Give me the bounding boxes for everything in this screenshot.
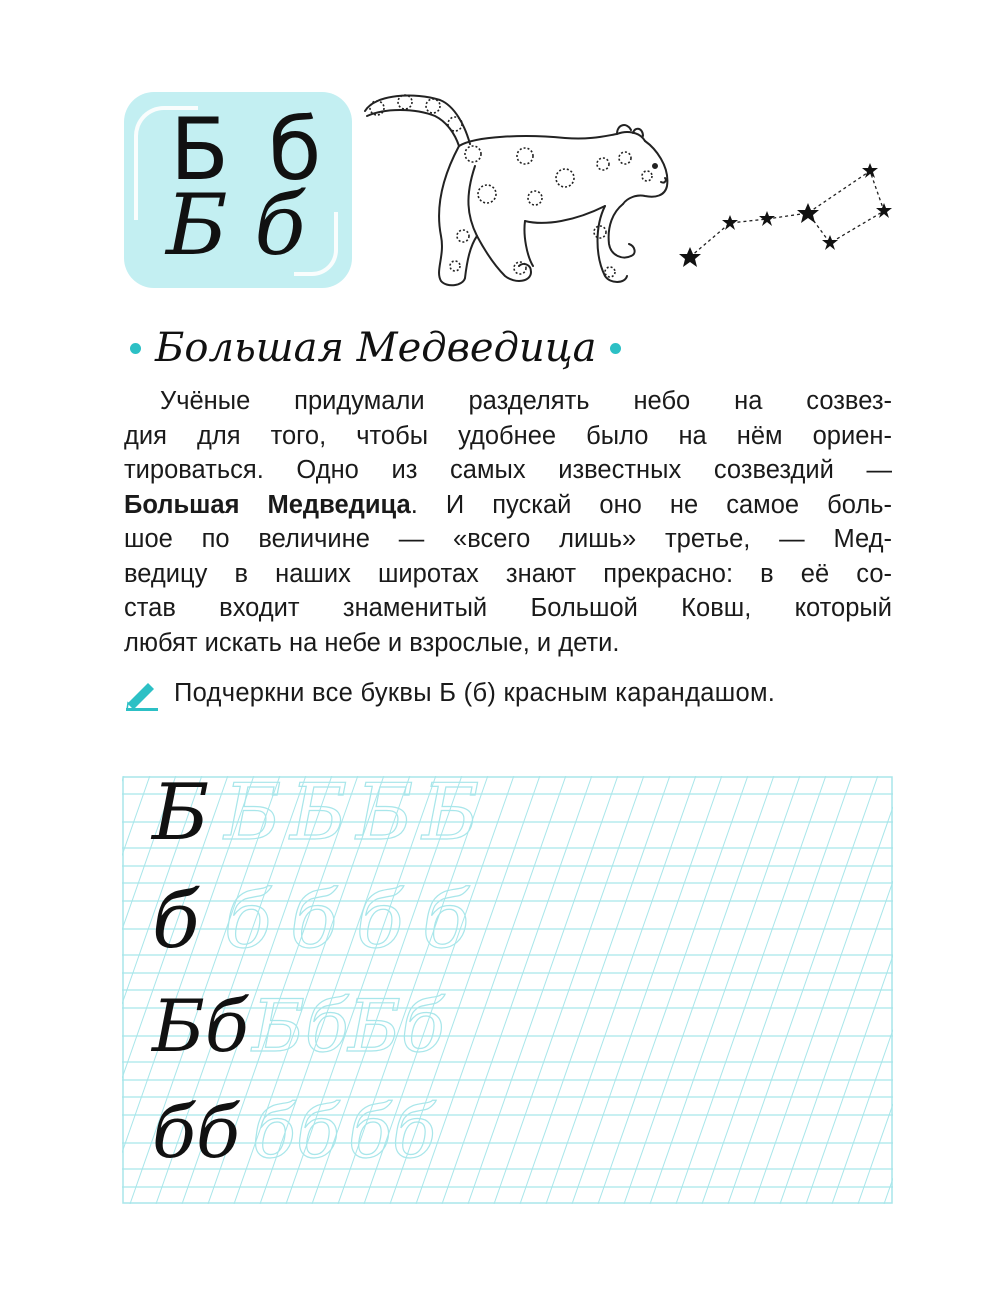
bullet-dot-right <box>610 343 621 354</box>
bear-constellation-illustration <box>355 86 675 301</box>
big-dipper-stars <box>672 155 902 270</box>
copybook-trace-letter: Б <box>356 768 414 858</box>
copybook-trace-letter: бб <box>348 1090 436 1174</box>
script-letters: Б б <box>166 176 306 274</box>
copybook-trace-letter: б <box>290 876 338 966</box>
copybook-trace-letter: б <box>422 876 470 966</box>
paragraph <box>124 384 892 660</box>
headline-text: Большая Медведица <box>155 325 597 371</box>
copybook-trace-letter: Б <box>290 768 348 858</box>
copybook-trace-letter: Бб <box>252 984 349 1068</box>
copybook-sample-letter: Бб <box>152 984 249 1068</box>
bullet-dot-left <box>130 343 141 354</box>
paragraph-line: Учёные придумали разделять небо на созвез- <box>160 387 892 415</box>
paragraph-line: любят искать на небе и взрослые, и дети. <box>124 628 620 657</box>
paragraph-line: став входит знаменитый Большой Ковш, который <box>124 594 892 622</box>
paragraph-line: тироваться. Одно из самых известных созвездий — <box>124 456 892 484</box>
paragraph-line-rest: . И пускай оно не самое боль- <box>410 490 892 519</box>
paragraph-line: ведицу в наших широтах знают прекрасно: в её со- <box>124 559 892 588</box>
paragraph-line: дия для того, чтобы удобнее было на нём ориен- <box>124 421 892 450</box>
pencil-icon <box>124 675 160 711</box>
bold-term: Большая Медведица <box>124 490 411 519</box>
task-text: Подчеркни все буквы Б (б) красным карандашом. <box>174 678 776 707</box>
copybook-trace-letter: Б <box>422 768 480 858</box>
copybook-trace-letter: б <box>356 876 404 966</box>
copybook-sample-letter: б <box>152 876 200 966</box>
paragraph-line: шое по величине — «всего лишь» третье, — Мед- <box>124 525 892 553</box>
task <box>124 673 892 713</box>
headline <box>130 318 690 378</box>
copybook-sample-letter: бб <box>152 1090 240 1174</box>
paragraph-line-bold <box>124 488 892 523</box>
copybook-trace-letter: бб <box>252 1090 340 1174</box>
copybook-trace-letter: Б <box>224 768 282 858</box>
copybook-trace-letter: Бб <box>348 984 445 1068</box>
copybook-sample-letter: Б <box>152 768 210 858</box>
print-letters: Б б <box>170 100 328 200</box>
copybook-trace-letter: б <box>224 876 272 966</box>
